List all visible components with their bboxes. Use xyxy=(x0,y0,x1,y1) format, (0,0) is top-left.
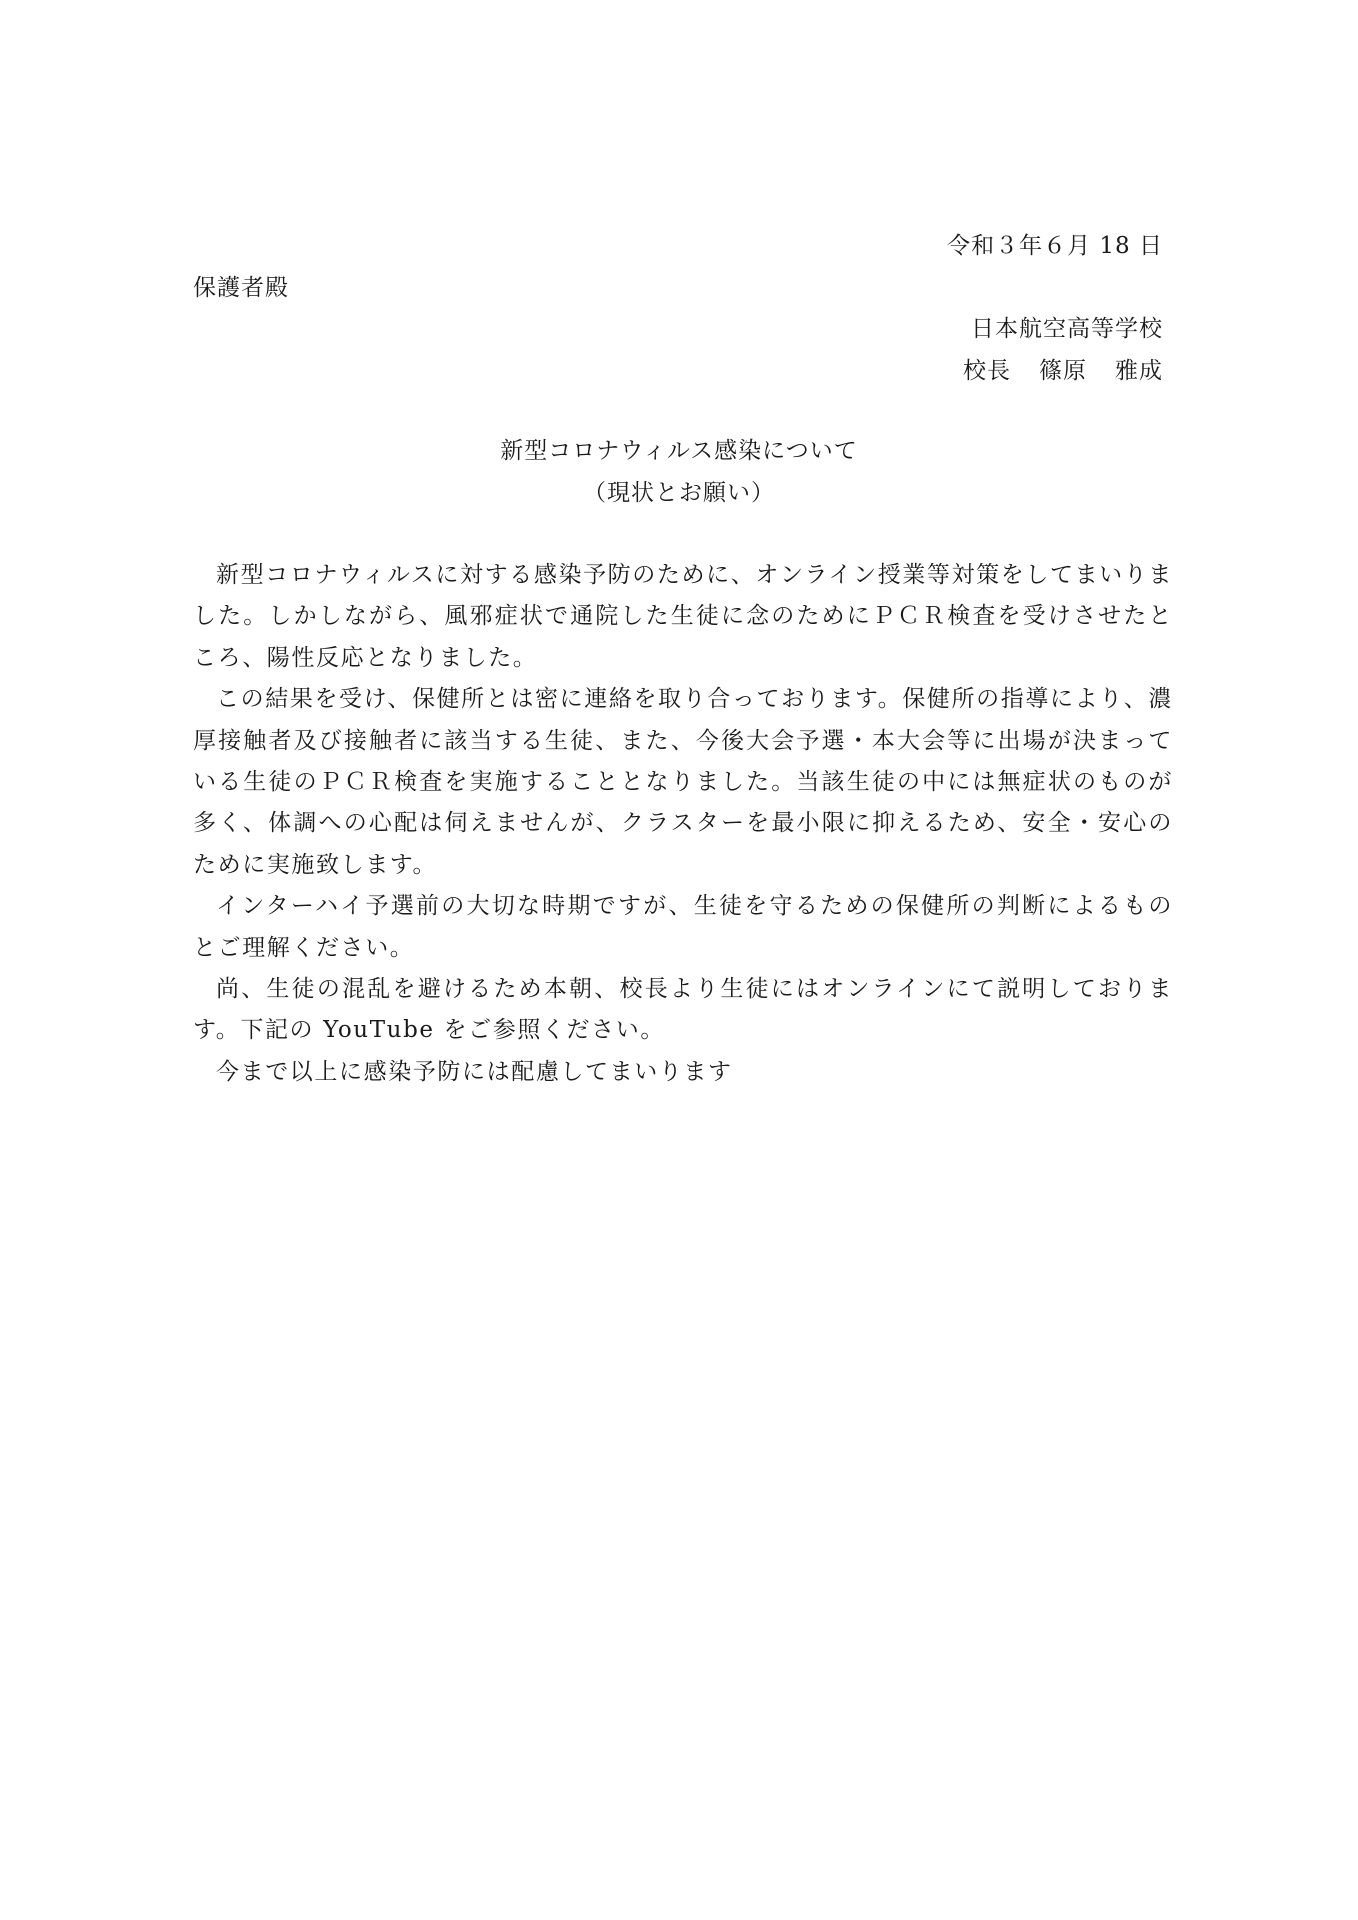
letter-body xyxy=(193,555,1173,1093)
body-paragraph-5: 今まで以上に感染予防には配慮してまいります xyxy=(216,1058,733,1085)
body-paragraph-4: 尚、生徒の混乱を避けるため本朝、校長より生徒にはオンラインにて説明しております。下記の YouTube をご参照ください。 xyxy=(193,976,1173,1044)
principal-surname: 篠原 xyxy=(1039,358,1087,384)
letter-date: 令和３年６月 18 日 xyxy=(947,233,1163,259)
title-block xyxy=(0,430,1358,514)
body-paragraph-1: 新型コロナウィルスに対する感染予防のために、オンライン授業等対策をしてまいりました。しかしながら、風邪症状で通院した生徒に念のためにＰＣＲ検査を受けさせたところ、陽性反応となりました。 xyxy=(193,562,1173,671)
sender-block xyxy=(963,308,1163,392)
principal-given-name: 雅成 xyxy=(1115,358,1163,384)
body-paragraph-3: インターハイ予選前の大切な時期ですが、生徒を守るための保健所の判断によるものとご理解ください。 xyxy=(193,893,1173,961)
principal-line xyxy=(963,350,1163,392)
principal-title: 校長 xyxy=(963,358,1011,384)
letter-title: 新型コロナウィルス感染について xyxy=(500,438,858,464)
body-paragraph-2: この結果を受け、保健所とは密に連絡を取り合っております。保健所の指導により、濃厚接触者及び接触者に該当する生徒、また、今後大会予選・本大会等に出場が決まっている生徒のＰＣＲ検査を実施することとなりました。当該生徒の中には無症状のものが多く、体調への心配は伺えませんが、クラスターを最小限に抑えるため、安全・安心のために実施致します。 xyxy=(193,686,1173,878)
letter-subtitle: （現状とお願い） xyxy=(583,480,775,506)
school-name: 日本航空高等学校 xyxy=(971,316,1163,342)
addressee: 保護者殿 xyxy=(193,275,289,301)
